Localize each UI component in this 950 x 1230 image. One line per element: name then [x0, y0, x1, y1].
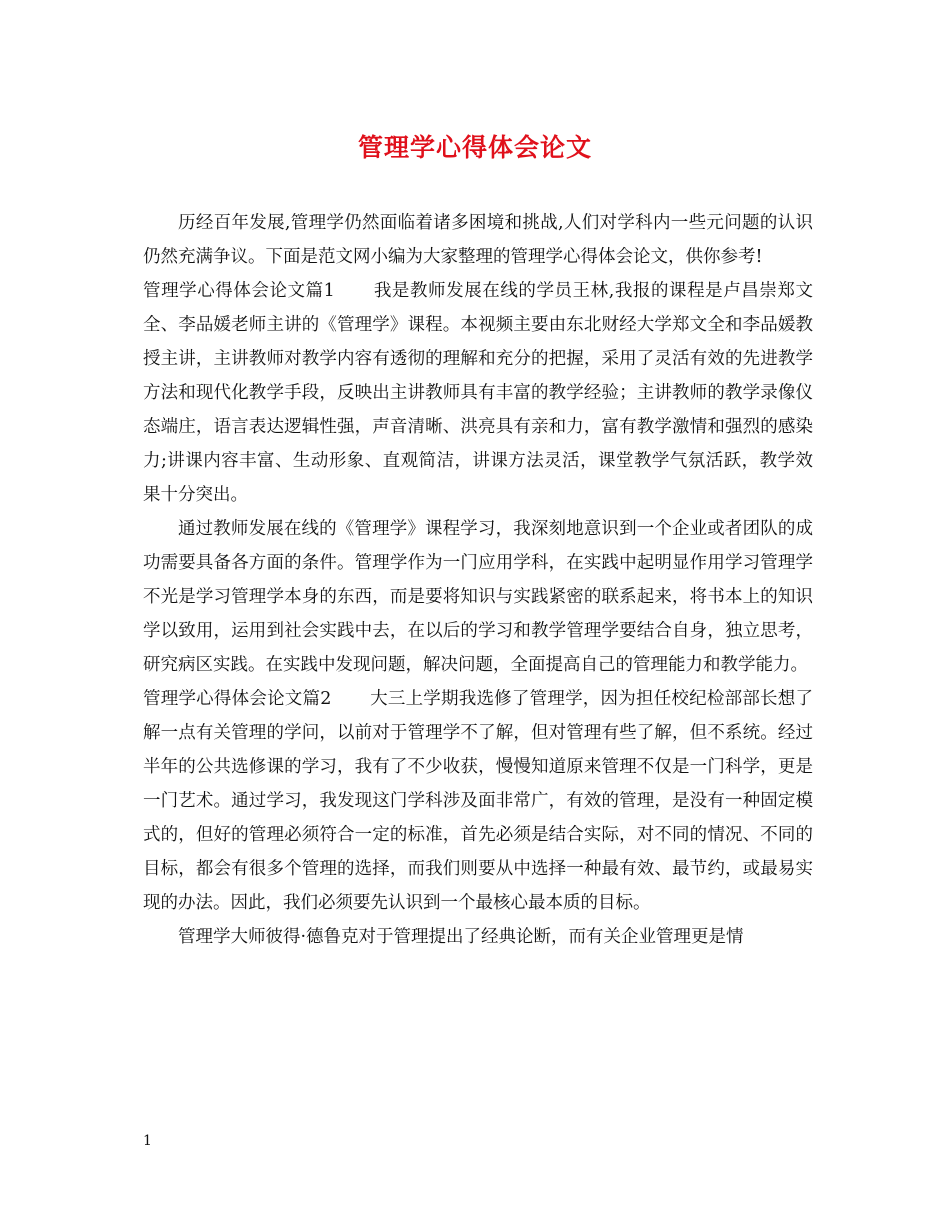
section-2-paragraph-2: 管理学大师彼得·德鲁克对于管理提出了经典论断，而有关企业管理更是情	[178, 927, 744, 947]
section-1-paragraph-1	[143, 274, 813, 512]
section-1-heading: 管理学心得体会论文篇1	[143, 281, 335, 301]
section-1-paragraph-2: 通过教师发展在线的《管理学》课程学习，我深刻地意识到一个企业或者团队的成功需要具备各方面的条件。管理学作为一门应用学科，在实践中起明显作用学习管理学不光是学习管理学本身的东西，而是要将知识与实践紧密的联系起来，将书本上的知识学以致用，运用到社会实践中去，在以后的学习和教学管理学要结合自身，独立思考，研究病区实践。在实践中发现问题，解决问题，全面提高自己的管理能力和教学能力。	[143, 519, 813, 675]
document-body	[143, 206, 813, 954]
intro-paragraph: 历经百年发展,管理学仍然面临着诸多困境和挑战,人们对学科内一些元问题的认识仍然充满争议。下面是范文网小编为大家整理的管理学心得体会论文，供你参考!	[143, 213, 813, 267]
section-2-heading: 管理学心得体会论文篇2	[143, 689, 332, 709]
section-2-paragraph-1-text: 大三上学期我选修了管理学，因为担任校纪检部部长想了解一点有关管理的学问，以前对于管理学不了解，但对管理有些了解，但不系统。经过半年的公共选修课的学习，我有了不少收获，慢慢知道原来管理不仅是一门科学，更是一门艺术。通过学习，我发现这门学科涉及面非常广，有效的管理，是没有一种固定模式的，但好的管理必须符合一定的标准，首先必须是结合实际，对不同的情况、不同的目标，都会有很多个管理的选择，而我们则要从中选择一种最有效、最节约，或最易实现的办法。因此，我们必须要先认识到一个最核心最本质的目标。	[143, 689, 814, 913]
section-2-paragraph-1	[143, 682, 813, 920]
page-number: 1	[143, 1133, 152, 1149]
document-title: 管理学心得体会论文	[357, 133, 592, 162]
section-1-paragraph-1-text: 我是教师发展在线的学员王林,我报的课程是卢昌崇郑文全、李品媛老师主讲的《管理学》课程。本视频主要由东北财经大学郑文全和李品媛教授主讲，主讲教师对教学内容有透彻的理解和充分的把握，采用了灵活有效的先进教学方法和现代化教学手段，反映出主讲教师具有丰富的教学经验；主讲教师的教学录像仪态端庄，语言表达逻辑性强，声音清晰、洪亮具有亲和力，富有教学激情和强烈的感染力;讲课内容丰富、生动形象、直观简洁，讲课方法灵活，课堂教学气氛活跃，教学效果十分突出。	[143, 281, 813, 505]
